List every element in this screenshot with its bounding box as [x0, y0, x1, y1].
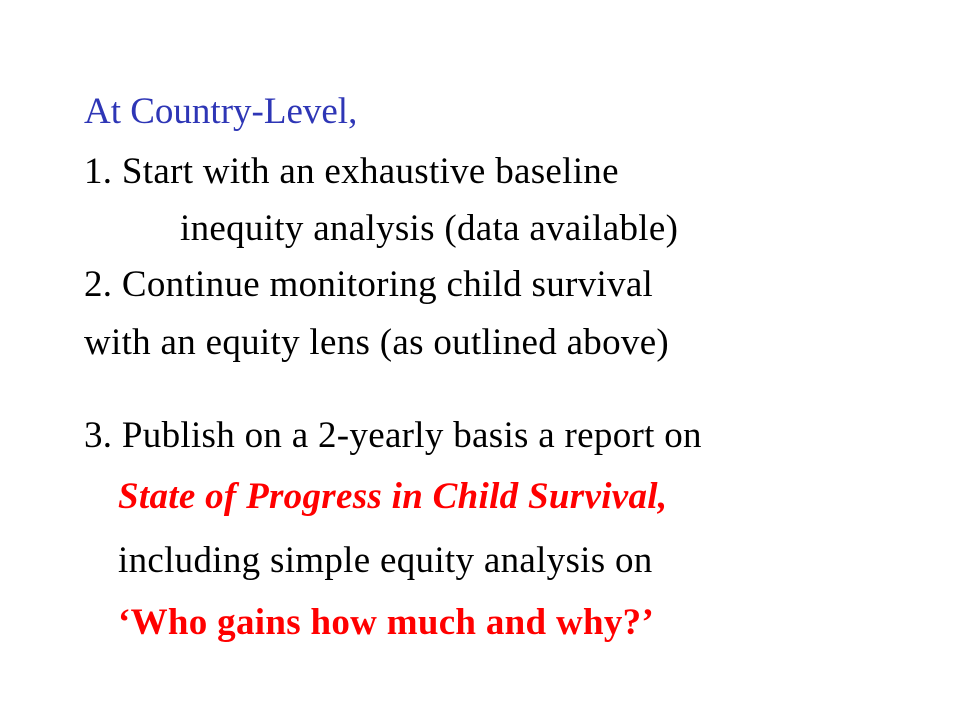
step-2-line-1: 2. Continue monitoring child survival: [84, 264, 654, 305]
step-2-line-2: with an equity lens (as outlined above): [84, 322, 670, 363]
step-1-line-1: 1. Start with an exhaustive baseline: [84, 151, 619, 192]
step-1-line-2: inequity analysis (data available): [180, 208, 679, 249]
slide-heading: At Country-Level,: [84, 91, 358, 132]
key-question: ‘Who gains how much and why?’: [118, 602, 655, 643]
step-3-line-1: 3. Publish on a 2-yearly basis a report on: [84, 415, 702, 456]
step-3-line-3: including simple equity analysis on: [118, 540, 653, 581]
report-title: State of Progress in Child Survival,: [118, 476, 668, 517]
